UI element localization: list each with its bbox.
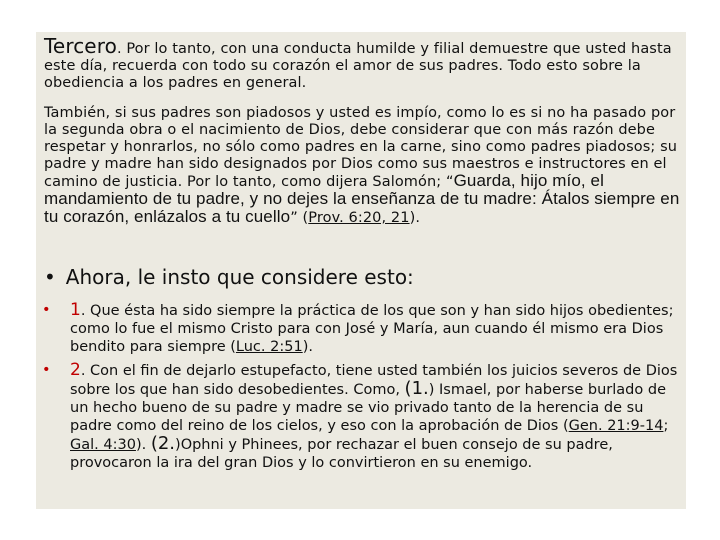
item-text: . Con el fin de dejarlo estupefacto, tiene usted también los juicios severos de Dios sobre los que han sido desobedientes. Como, — [70, 363, 678, 398]
bible-reference-link[interactable]: Prov. 6:20, 21 — [308, 210, 410, 226]
bible-reference-link[interactable]: Gal. 4:30 — [70, 437, 136, 453]
sub-number-1: (1. — [404, 378, 429, 399]
bullet-icon: • — [42, 302, 51, 318]
reference-separator: ; — [663, 418, 669, 434]
list-item-2 — [42, 360, 685, 472]
item-text: ). — [135, 437, 151, 453]
quote-close: ” ( — [290, 210, 309, 226]
slide-panel — [36, 32, 686, 509]
bullet-icon: • — [42, 362, 51, 378]
bible-quote: Guarda, hijo mío, el mandamiento de tu padre, y no dejes la enseñanza de tu madre: Átalos siempre en tu corazón, enlázalos a tu cuello — [44, 171, 680, 226]
bible-reference-link[interactable]: Gen. 21:9-14 — [568, 418, 664, 434]
sub-number-2: (2. — [150, 433, 176, 454]
item-text: ) Ismael, por haberse burlado de un hecho bueno de su padre y madre se vio privado tanto de la herencia de su padre como del reino de los cielos, y eso con la aprobación de Dios ( — [70, 382, 666, 434]
paragraph-tail: ). — [409, 210, 421, 226]
paragraph-pious-parents — [44, 105, 684, 227]
item-number: 2 — [70, 360, 81, 380]
item-text: )Ophni y Phinees, por rechazar el buen consejo de su padre, provocaron la ira del gran Dios y lo convirtieron en su enemigo. — [70, 437, 613, 471]
item-tail: ). — [302, 339, 313, 355]
paragraph-text: . Por lo tanto, con una conducta humilde y filial demuestre que usted hasta este día, recuerda con todo su corazón el amor de sus padres. Todo esto sobre la obediencia a los padres en general. — [44, 41, 672, 91]
item-text: . Que ésta ha sido siempre la práctica de los que son y han sido hijos obedientes; como lo fue el mismo Cristo para con José y María, aun cuando él mismo era Dios bendito para siempre ( — [70, 303, 674, 355]
bullet-icon: • — [44, 265, 56, 289]
paragraph-third — [44, 36, 684, 92]
paragraph-lead-word: Tercero — [44, 34, 117, 58]
list-item-1 — [42, 300, 685, 356]
heading-text: Ahora, le insto que considere esto: — [65, 265, 414, 289]
paragraph-text: También, si sus padres son piadosos y usted es impío, como lo es si no ha pasado por la segunda obra o el nacimiento de Dios, debe considerar que con más razón debe respetar y honrarlos, no sólo como padres en la carne, sino como padres piadosos; su padre y madre han sido designados por Dios como sus maestros e instructores en el camino de justicia. Por lo tanto, como dijera Salomón; “ — [44, 105, 678, 190]
bible-reference-link[interactable]: Luc. 2:51 — [235, 339, 303, 355]
item-number: 1 — [70, 300, 81, 320]
section-heading — [44, 265, 684, 289]
